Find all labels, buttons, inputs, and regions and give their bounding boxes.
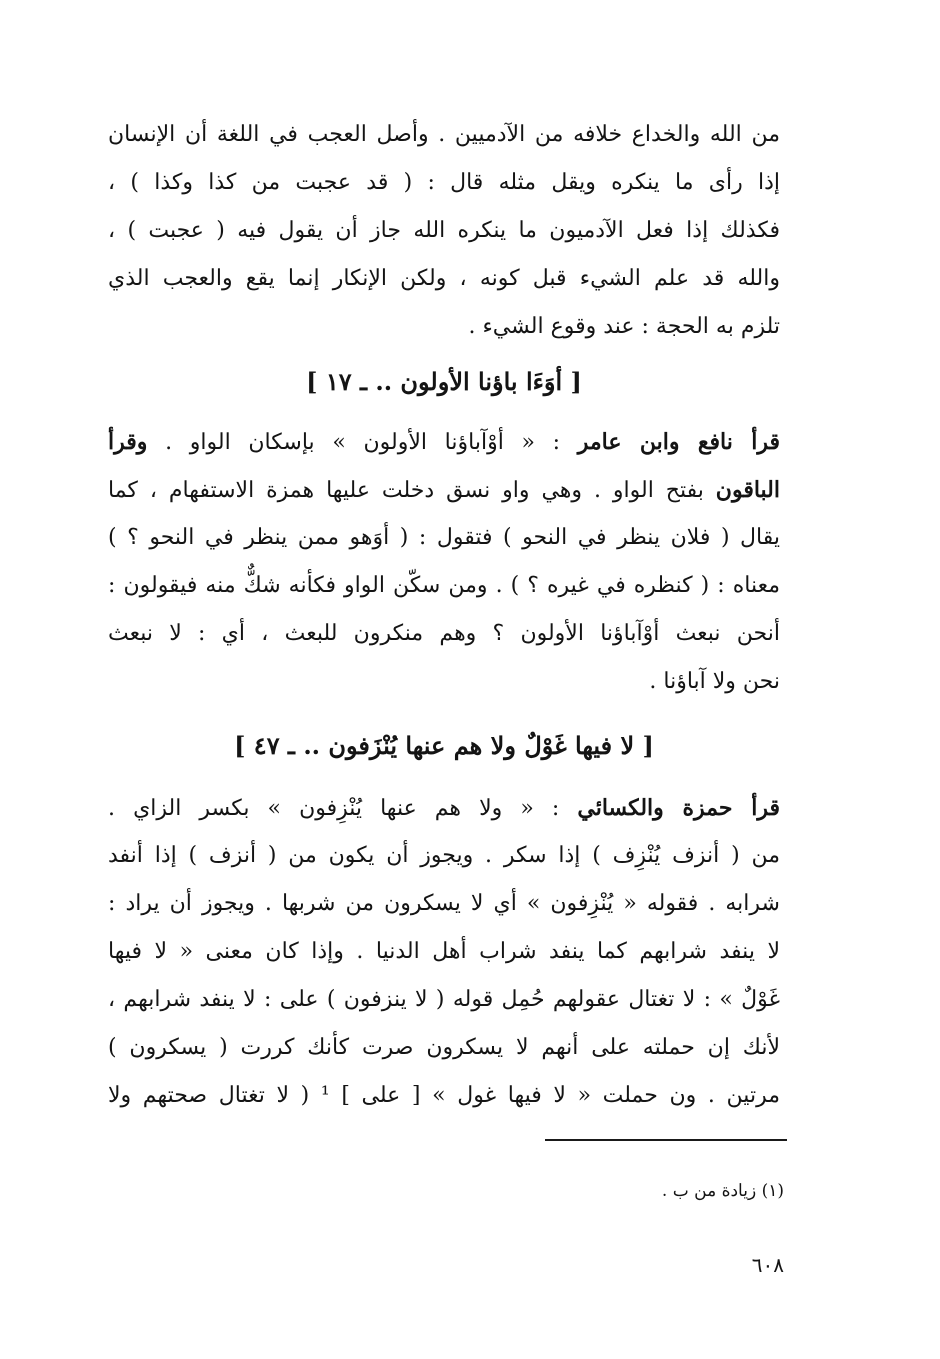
paragraph-1-line: تلزم به الحجة : عند وقوع الشيء . [468,314,780,339]
reciters-bold: وقرأ [108,429,148,455]
paragraph-3-line: من ( أنزف يُنْزِف ) إذا سكر . ويجوز أن يكون من ( أنزف ) إذا أنفد [108,843,780,868]
line-text: : « ولا هم عنها يُنْزِفون » بكسر الزاي . [108,796,578,821]
paragraph-3 [108,784,780,1120]
paragraph-1-line: فكذلك إذا فعل الآدميون ما ينكره الله جاز أن يقول فيه ( عجبت ) ، [108,218,780,243]
footnote-separator [545,1139,787,1141]
reciters-bold: قرأ حمزة والكسائي [577,795,780,821]
paragraph-2-line [108,418,780,466]
line-text: بفتح الواو . وهي واو نسق دخلت عليها همزة الاستفهام ، كما [108,478,716,503]
paragraph-1 [108,111,780,351]
paragraph-1-line: إذا رأى ما ينكره ويقل مثله قال : ( قد عجبت من كذا وكذا ) ، [108,170,780,195]
paragraph-2-line: أنحن نبعث أوْآباؤنا الأولون ؟ وهم منكرون للبعث ، أي : لا نبعث [108,621,780,646]
paragraph-1-line: والله قد علم الشيء قبل كونه ، ولكن الإنكار إنما يقع والعجب الذي [108,266,780,291]
paragraph-3-line [108,784,780,832]
reciters-bold: قرأ نافع وابن عامر [577,429,780,455]
footnote: (١) زيادة من ب . [661,1181,784,1201]
paragraph-3-line: لا ينفد شرابهم كما ينفد شراب أهل الدنيا . وإذا كان معنى « لا فيها [108,939,780,964]
paragraph-2-line: نحن ولا آباؤنا . [649,669,780,694]
page-number: ٦٠٨ [751,1253,784,1277]
verse-heading-47: [ لا فيها غَوْلٌ ولا هم عنها يُنْزَفون .. ـ ٤٧ ] [234,731,654,760]
reciters-bold: الباقون [715,477,780,503]
verse-heading-17: [ أوَءَا باؤنا الأولون .. ـ ١٧ ] [306,367,582,396]
paragraph-2-line [108,466,780,514]
paragraph-3-line: مرتين . ون حملت « لا فيها غول » [ على ] ¹ ( لا تغتال صحتهم ولا [108,1083,780,1108]
paragraph-3-line: شرابه . فقوله « يُنْزِفون » أي لا يسكرون من شربها . ويجوز أن يراد : [108,891,780,916]
paragraph-1-line: من الله والخداع خلافه من الآدميين . وأصل العجب في اللغة أن الإنسان [108,122,780,147]
paragraph-2-line: يقال ( فلان ينظر في النحو ) فتقول : ( أوَهو ممن ينظر في النحو ؟ ) [108,525,780,550]
line-text: : « أوْآباؤنا الأولون » بإسكان الواو . [147,430,578,455]
paragraph-2 [108,418,780,706]
paragraph-3-line: غَوْلٌ » : لا تغتال عقولهم حُمِل قوله ( لا ينزفون ) على : لا ينفد شرابهم ، [108,987,780,1012]
paragraph-2-line: معناه : ( كنظره في غيره ؟ ) . ومن سكّن الواو فكأنه شكٌّ منه فيقولون : [108,573,780,598]
paragraph-3-line: لأنك إن حملته على أنهم لا يسكرون صرت كأنك كررت ( يسكرون ) [108,1035,780,1060]
